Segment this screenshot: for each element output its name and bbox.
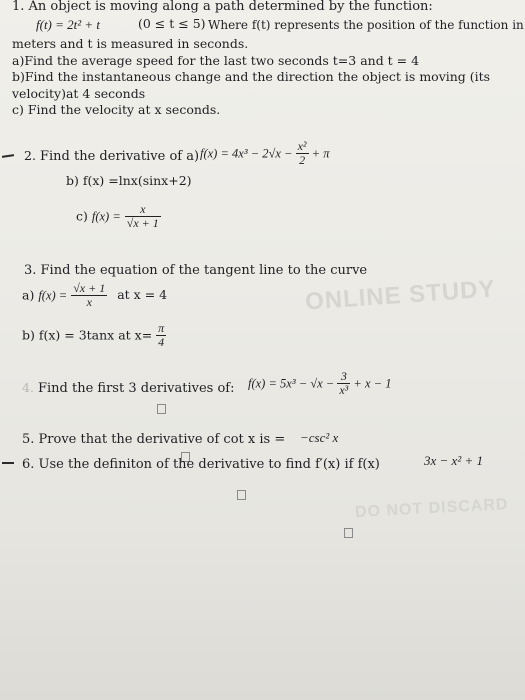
q2-stem: Find the derivative of a) (40, 149, 200, 164)
q4-frac-den: x³ (339, 383, 349, 398)
q3-a-label: a) (22, 287, 35, 303)
q3-stem: 3. Find the equation of the tangent line to the curve (24, 263, 368, 278)
q2-c-lhs: f(x) = (91, 209, 121, 224)
q2-c-label: c) (76, 208, 88, 224)
q1-part-b-line1: b)Find the instantaneous change and the direction the object is moving (its (12, 69, 491, 84)
q4-expression (248, 370, 391, 397)
q1-part-c: c) Find the velocity at x seconds. (12, 102, 221, 117)
q2-c-num: x (125, 203, 161, 217)
q1-line3: meters and t is measured in seconds. (12, 36, 249, 51)
q4-stem: Find the first 3 derivatives of: (38, 381, 235, 396)
q2-a-fraction (296, 140, 309, 167)
q4-frac-num: 3 (337, 370, 350, 384)
q5-text: 5. Prove that the derivative of cot x is = (22, 432, 286, 447)
q4-number: 4. (22, 380, 34, 395)
answer-box-q6-right (344, 528, 353, 538)
q2-a-frac-den: 2 (299, 153, 306, 168)
q3-part-a (22, 282, 167, 309)
q2-number: 2. (24, 148, 36, 163)
answer-box-q4 (157, 404, 166, 414)
q2-part-b: b) f(x) =lnx(sinx+2) (66, 173, 192, 188)
pen-mark-q6 (2, 462, 14, 464)
watermark-discard: DO NOT DISCARD (354, 495, 509, 522)
q2-c-den: √x + 1 (126, 216, 159, 231)
q3-b-fraction (156, 322, 166, 349)
q3-b-den: 4 (158, 335, 165, 350)
q3-a-at: at x = 4 (117, 287, 168, 303)
q4-fraction (337, 370, 350, 397)
q3-a-fraction (71, 282, 107, 309)
q2-a-expression (200, 140, 330, 167)
q2-a-frac-num: x² (297, 139, 307, 153)
answer-box-q6 (237, 490, 246, 500)
q1-domain: (0 ≤ t ≤ 5) (138, 16, 206, 31)
q3-a-lhs: f(x) = (38, 288, 68, 303)
q1-part-a: a)Find the average speed for the last two seconds t=3 and t = 4 (12, 53, 420, 68)
q2-a-tail: + π (311, 146, 330, 161)
q1-line1: 1. An object is moving along a path determined by the function: (12, 0, 433, 14)
q2-c-fraction (125, 203, 161, 230)
q3-part-b (22, 322, 166, 349)
q2-a-expr: f(x) = 4x³ − 2√x − (200, 146, 293, 161)
q2-part-c (76, 203, 161, 230)
q3-b-num: π (158, 321, 165, 335)
q3-b-text: b) f(x) = 3tanx at x= (22, 327, 153, 343)
q5-expression: −csc² x (300, 430, 339, 445)
q6-text: 6. Use the definiton of the derivative to find f′(x) if f(x) (22, 457, 380, 472)
q1-function: f(t) = 2t² + t (36, 17, 101, 32)
q6-expression: 3x − x² + 1 (424, 453, 483, 468)
q1-description: Where f(t) represents the position of the function in (208, 18, 524, 32)
watermark-online: ONLINE STUDY (304, 275, 497, 316)
q3-a-num: √x + 1 (73, 281, 106, 295)
pen-mark-q2 (2, 154, 14, 158)
q1-part-b-line2: velocity)at 4 seconds (12, 86, 146, 101)
q4-expr: f(x) = 5x³ − √x − (248, 376, 335, 391)
q4-tail: + x − 1 (353, 376, 392, 391)
q3-a-den: x (86, 295, 92, 310)
